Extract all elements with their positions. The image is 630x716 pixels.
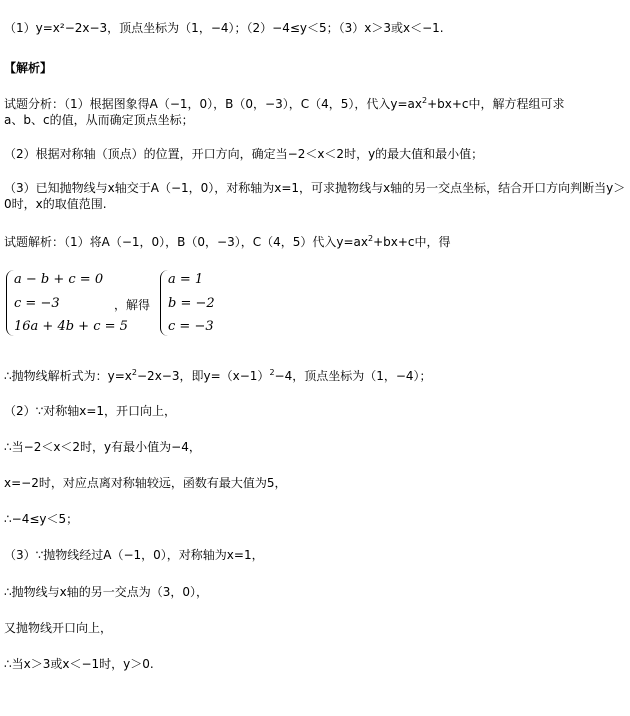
analysis-heading: 【解析】 [4, 61, 53, 75]
solution-intro: 试题解析：（1）将A（−1，0），B（0，−3），C（4，5）代入$y=ax^2+bx+c$中，得 [4, 234, 451, 249]
equation-3: 16a + 4b + c = 5 [14, 319, 128, 334]
analysis-step-2: （2）根据对称轴（顶点）的位置，开口方向，确定当−2＜x＜2时，y的最大值和最小值； [4, 147, 484, 161]
solution-b: b = −2 [168, 296, 215, 311]
solved-label: ，解得 [114, 298, 151, 312]
part3-line-3: 又抛物线开口向上， [4, 621, 113, 635]
part2-line-2: ∴当−2＜x＜2时，y有最小值为−4， [4, 440, 201, 454]
part2-line-3: x=−2时，对应点离对称轴较远，函数有最大值为5， [4, 476, 287, 490]
solution-a: a = 1 [168, 272, 204, 287]
equation-2: c = −3 [14, 296, 60, 311]
part2-line-1: （2）∵对称轴x=1，开口向上， [4, 404, 177, 418]
part3-line-2: ∴抛物线与x轴的另一交点为（3，0）， [4, 585, 209, 599]
analysis-step-3: （3）已知抛物线与x轴交于A（−1，0），对称轴为x=1，可求抛物线与x轴的另一交点坐标，结合开口方向判断当y＞0时，x的取值范围. [4, 181, 626, 211]
analysis-step-1: 试题分析：（1）根据图象得A（−1，0），B（0，−3），C（4，5），代入$y=ax^2+bx+c$中，解方程组可求 [4, 96, 565, 111]
part2-line-4: ∴−4≤y＜5； [4, 512, 79, 526]
analysis-step-1-cont: a、b、c的值，从而确定顶点坐标； [4, 113, 194, 127]
part3-line-1: （3）∵抛物线经过A（−1，0），对称轴为x=1， [4, 548, 264, 562]
solution-c: c = −3 [168, 319, 214, 334]
equation-1: a − b + c = 0 [14, 272, 104, 287]
result-line: ∴抛物线解析式为：$y=x^2-2x-3$，即$y=(x-1)^2-4$，顶点坐标为（1，−4）； [4, 368, 432, 383]
part3-line-4: ∴当x＞3或x＜−1时，y＞0. [4, 657, 154, 671]
answer-line: （1）y=x²−2x−3，顶点坐标为（1，−4）；（2）−4≤y＜5；（3）x＞3或x＜−1. [4, 21, 444, 35]
